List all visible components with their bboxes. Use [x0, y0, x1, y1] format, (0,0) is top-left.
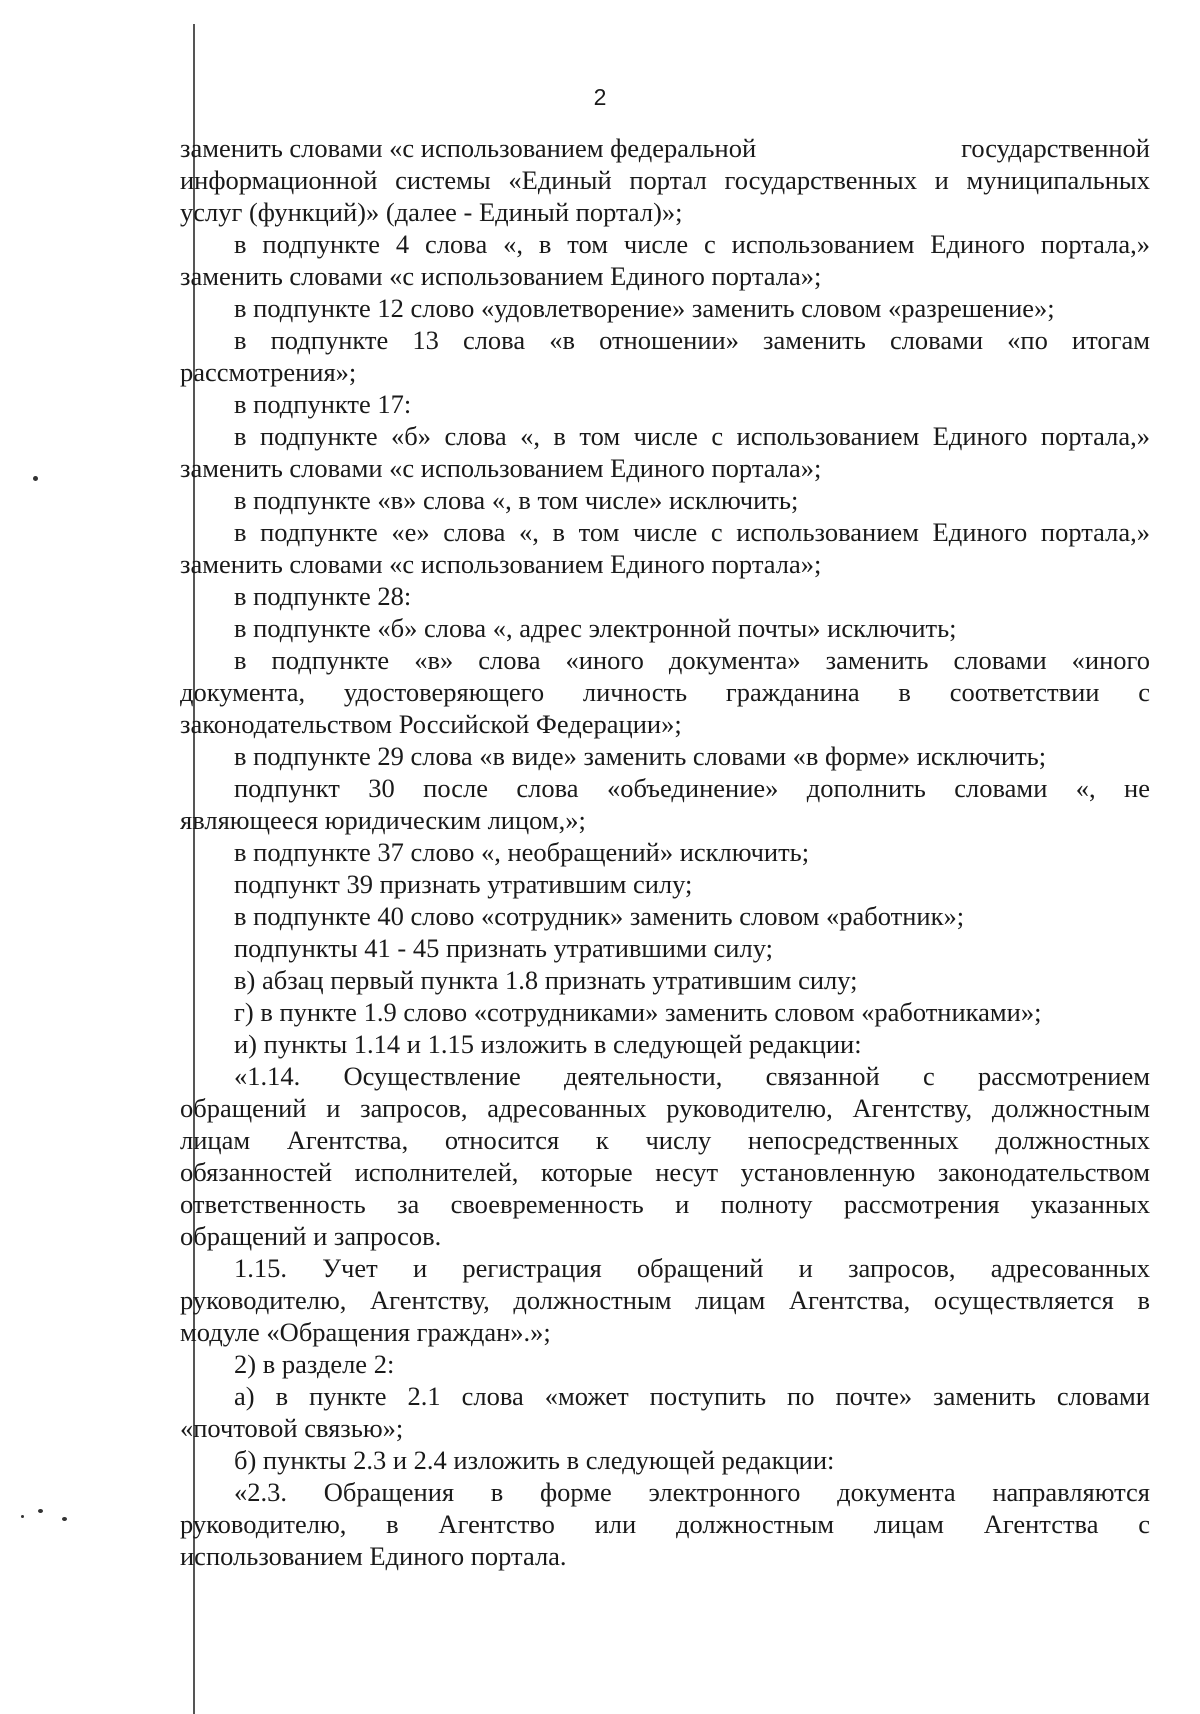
text-line: в подпункте 4 слова «, в том числе с использованием Единого портала,»	[234, 229, 1150, 259]
text-line: в) абзац первый пункта 1.8 признать утратившим силу;	[234, 965, 858, 995]
text-line: рассмотрения»;	[180, 357, 357, 387]
text-line: услуг (функций)» (далее - Единый портал)»;	[180, 197, 683, 227]
scan-speck	[38, 1509, 43, 1513]
scan-speck	[33, 476, 38, 481]
text-line: и) пункты 1.14 и 1.15 изложить в следующей редакции:	[234, 1029, 862, 1059]
text-line: 1.15. Учет и регистрация обращений и запросов, адресованных	[234, 1253, 1150, 1283]
text-line: обращений и запросов.	[180, 1221, 442, 1251]
scan-speck	[62, 1517, 67, 1521]
text-line: руководителю, в Агентство или должностным лицам Агентства с	[180, 1509, 1150, 1539]
text-line: «1.14. Осуществление деятельности, связанной с рассмотрением	[234, 1061, 1150, 1091]
text-line: являющееся юридическим лицом,»;	[180, 805, 586, 835]
text-line	[180, 132, 1150, 164]
text-line: «почтовой связью»;	[180, 1413, 404, 1443]
text-line: документа, удостоверяющего личность гражданина в соответствии с	[180, 677, 1150, 707]
text-line: в подпункте «б» слова «, адрес электронной почты» исключить;	[234, 613, 957, 643]
text-line: г) в пункте 1.9 слово «сотрудниками» заменить словом «работниками»;	[234, 997, 1042, 1027]
text-line: в подпункте 12 слово «удовлетворение» заменить словом «разрешение»;	[234, 293, 1055, 323]
text-line: в подпункте 29 слова «в виде» заменить словами «в форме» исключить;	[234, 741, 1047, 771]
text-line: подпункт 30 после слова «объединение» дополнить словами «, не	[234, 773, 1150, 803]
text-line: в подпункте «в» слова «, в том числе» исключить;	[234, 485, 799, 515]
text-line-part: заменить словами «с использованием федеральной	[180, 133, 757, 163]
text-line: заменить словами «с использованием Единого портала»;	[180, 453, 822, 483]
text-line: законодательством Российской Федерации»;	[180, 709, 682, 739]
text-line: «2.3. Обращения в форме электронного документа направляются	[234, 1477, 1150, 1507]
text-line: в подпункте 13 слова «в отношении» заменить словами «по итогам	[234, 325, 1150, 355]
text-line: заменить словами «с использованием Единого портала»;	[180, 549, 822, 579]
text-line: информационной системы «Единый портал государственных и муниципальных	[180, 165, 1150, 195]
text-line: ответственность за своевременность и полноту рассмотрения указанных	[180, 1189, 1150, 1219]
text-line: подпункты 41 - 45 признать утратившими силу;	[234, 933, 773, 963]
text-line: лицам Агентства, относится к числу непосредственных должностных	[180, 1125, 1150, 1155]
text-line-part: государственной	[961, 133, 1150, 163]
text-line: обязанностей исполнителей, которые несут установленную законодательством	[180, 1157, 1150, 1187]
text-line: а) в пункте 2.1 слова «может поступить по почте» заменить словами	[234, 1381, 1150, 1411]
document-body	[180, 132, 1150, 1572]
text-line: б) пункты 2.3 и 2.4 изложить в следующей редакции:	[234, 1445, 835, 1475]
text-line: в подпункте «в» слова «иного документа» заменить словами «иного	[234, 645, 1150, 675]
text-line: в подпункте «б» слова «, в том числе с использованием Единого портала,»	[234, 421, 1150, 451]
scan-speck	[21, 1515, 24, 1518]
text-line: в подпункте 40 слово «сотрудник» заменить словом «работник»;	[234, 901, 965, 931]
text-line: заменить словами «с использованием Единого портала»;	[180, 261, 822, 291]
text-line: модуле «Обращения граждан».»;	[180, 1317, 551, 1347]
text-line: обращений и запросов, адресованных руководителю, Агентству, должностным	[180, 1093, 1150, 1123]
text-line: подпункт 39 признать утратившим силу;	[234, 869, 693, 899]
text-line: в подпункте 37 слово «, необращений» исключить;	[234, 837, 810, 867]
text-line: в подпункте «е» слова «, в том числе с использованием Единого портала,»	[234, 517, 1150, 547]
text-line: в подпункте 28:	[234, 581, 412, 611]
text-line: руководителю, Агентству, должностным лицам Агентства, осуществляется в	[180, 1285, 1150, 1315]
page-number: 2	[593, 84, 607, 110]
text-line: использованием Единого портала.	[180, 1541, 567, 1571]
text-line: в подпункте 17:	[234, 389, 412, 419]
text-line: 2) в разделе 2:	[234, 1349, 395, 1379]
